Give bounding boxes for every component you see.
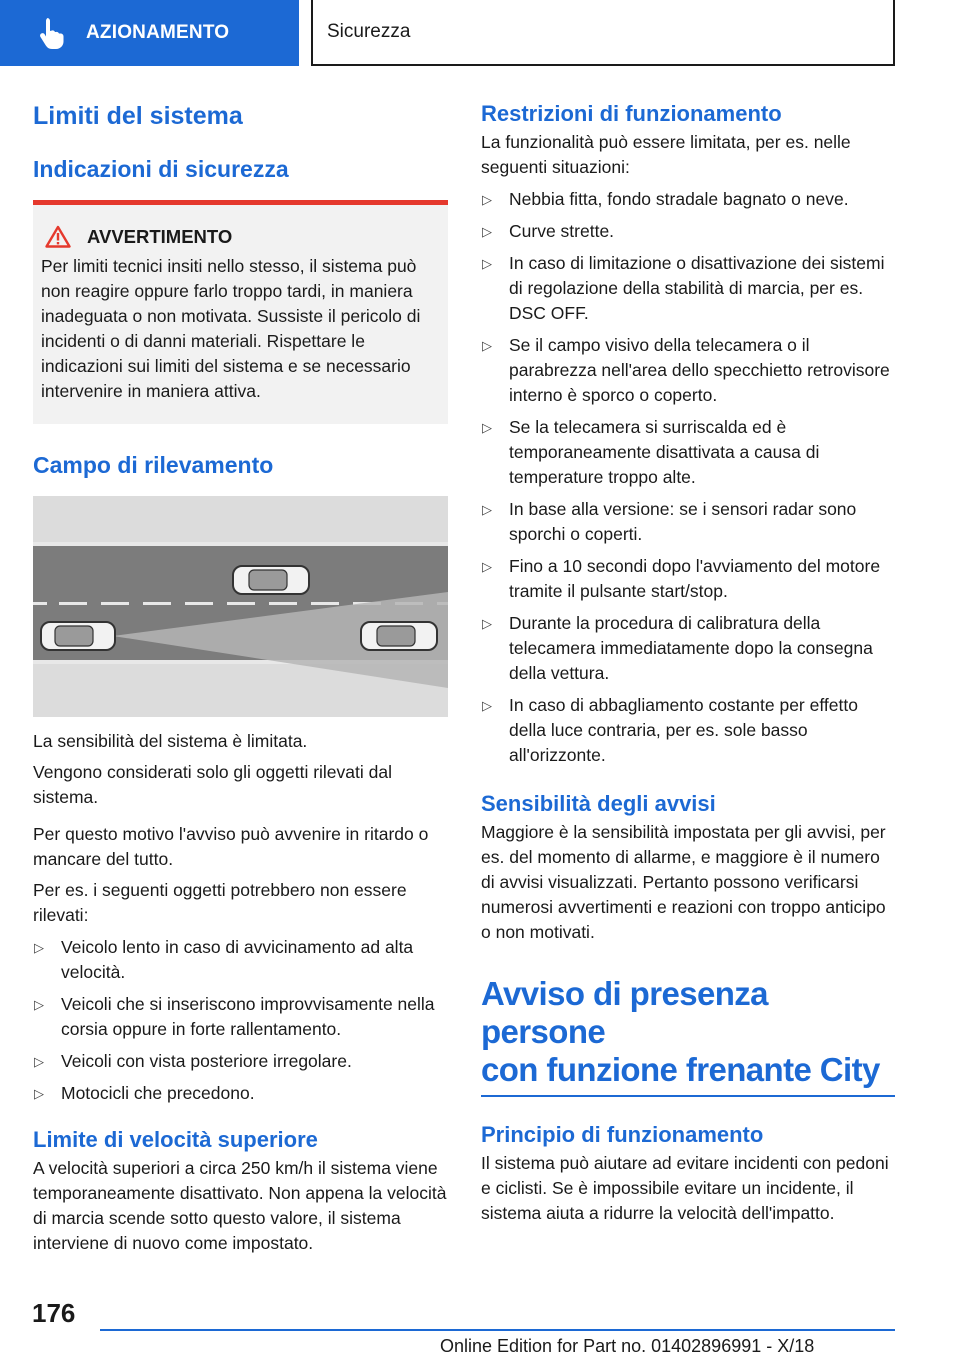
chapter-heading-line1: Avviso di presenza persone <box>481 975 768 1050</box>
triangle-bullet-icon: ▷ <box>482 224 492 239</box>
paragraph: La sensibilità del sistema è limitata. <box>33 731 308 751</box>
triangle-bullet-icon: ▷ <box>34 1054 44 1069</box>
principle-title: Principio di funzionamento <box>481 1122 764 1147</box>
triangle-bullet-icon: ▷ <box>482 559 492 574</box>
list-item: ▷ Se la telecamera si surriscalda ed è temporaneamente disattivata a causa di temperature troppo alte. <box>482 417 820 487</box>
restrictions-intro: La funzionalità può essere limitata, per es. nelle seguenti situazioni: <box>481 132 851 177</box>
hand-pointer-icon <box>36 16 68 50</box>
triangle-bullet-icon: ▷ <box>34 997 44 1012</box>
section-tab[interactable] <box>0 0 299 66</box>
list-item: ▷ Veicoli che si inseriscono improvvisamente nella corsia oppure in forte rallentamento. <box>34 994 435 1039</box>
list-item: ▷ Fino a 10 secondi dopo l'avviamento del motore tramite il pulsante start/stop. <box>482 556 881 601</box>
triangle-bullet-icon: ▷ <box>34 940 44 955</box>
page-number: 176 <box>32 1298 76 1328</box>
triangle-bullet-icon: ▷ <box>482 192 492 207</box>
list-item: ▷ Veicolo lento in caso di avvicinamento ad alta velocità. <box>34 937 414 982</box>
list-item: ▷ Durante la procedura di calibratura della telecamera immediatamente dopo la consegna della vettura. <box>482 613 873 683</box>
left-column <box>33 100 448 1256</box>
paragraph: Per questo motivo l'avviso può avvenire in ritardo o mancare del tutto. <box>33 824 429 869</box>
paragraph: Vengono considerati solo gli oggetti rilevati dal sistema. <box>33 762 392 807</box>
heading-rule <box>481 1095 895 1097</box>
edition-text: Online Edition for Part no. 01402896991 - X/18 <box>440 1336 815 1356</box>
list-item: ▷ In base alla versione: se i sensori radar sono sporchi o coperti. <box>482 499 857 544</box>
triangle-bullet-icon: ▷ <box>482 616 492 631</box>
sensitivity-title: Sensibilità degli avvisi <box>481 791 716 816</box>
triangle-bullet-icon: ▷ <box>482 420 492 435</box>
detection-title: Campo di rilevamento <box>33 452 274 478</box>
warning-title: AVVERTIMENTO <box>87 225 233 247</box>
paragraph: Per es. i seguenti oggetti potrebbero non essere rilevati: <box>33 880 407 925</box>
warning-text: Per limiti tecnici insiti nello stesso, il sistema può non reagire oppure farlo troppo tardi, in maniera inadeguata o non motivata. Sussiste il pericolo di incidenti o di danni materiali. Rispettare le indicazioni sui limiti del sistema e se necessario intervenire in maniera attiva. <box>41 256 421 401</box>
footer-rule <box>100 1329 895 1331</box>
list-item: ▷ Veicoli con vista posteriore irregolare. <box>33 1049 448 1074</box>
list-item: ▷ Nebbia fitta, fondo stradale bagnato o neve. <box>481 187 895 212</box>
triangle-bullet-icon: ▷ <box>482 338 492 353</box>
car-front <box>233 566 309 594</box>
road-diagram <box>33 496 448 717</box>
subsection-title: Indicazioni di sicurezza <box>33 156 289 182</box>
list-item: ▷ Se il campo visivo della telecamera o il parabrezza nell'area dello specchietto retrovisore interno è sporco o coperto. <box>482 335 890 405</box>
speed-limit-title: Limite di velocità superiore <box>33 1127 318 1152</box>
triangle-bullet-icon: ▷ <box>482 698 492 713</box>
section-label: AZIONAMENTO <box>86 22 230 43</box>
right-column <box>481 100 895 1226</box>
car-ahead <box>361 622 437 650</box>
triangle-bullet-icon: ▷ <box>482 256 492 271</box>
chapter-title <box>311 0 895 66</box>
speed-limit-text: A velocità superiori a circa 250 km/h il sistema viene temporaneamente disattivato. Non appena la velocità di marcia scende sotto questo valore, il sistema interviene di nuovo come impostato. <box>33 1158 447 1253</box>
triangle-bullet-icon: ▷ <box>482 502 492 517</box>
chapter-heading-line2: con funzione frenante City <box>481 1051 880 1088</box>
warning-triangle-icon <box>45 225 71 248</box>
section-title: Limiti del sistema <box>33 102 243 130</box>
detection-range-illustration <box>33 496 448 717</box>
restrictions-title: Restrizioni di funzionamento <box>481 101 782 126</box>
car-own <box>41 622 115 650</box>
principle-text: Il sistema può aiutare ad evitare incidenti con pedoni e ciclisti. Se è impossibile evitare un incidente, il sistema aiuta a ridurre la velocità dell'impatto. <box>481 1153 889 1223</box>
list-item: ▷ In caso di limitazione o disattivazione dei sistemi di regolazione della stabilità di marcia, per es. DSC OFF. <box>482 253 885 323</box>
warning-box <box>33 200 448 424</box>
restrictions-list <box>481 187 895 768</box>
undetected-objects-list <box>33 935 448 1106</box>
list-item: ▷ Curve strette. <box>481 219 895 244</box>
sensitivity-text: Maggiore è la sensibilità impostata per gli avvisi, per es. del momento di allarme, e maggiore è il numero di avvisi visualizzati. Pertanto possono verificarsi numerosi avvertimenti e reazioni con troppo anticipo o non motivati. <box>481 822 886 942</box>
chapter-label: Sicurezza <box>327 21 411 42</box>
list-item: ▷ Motocicli che precedono. <box>33 1081 448 1106</box>
list-item: ▷ In caso di abbagliamento costante per effetto della luce contraria, per es. sole basso all'orizzonte. <box>482 695 858 765</box>
triangle-bullet-icon: ▷ <box>34 1086 44 1101</box>
